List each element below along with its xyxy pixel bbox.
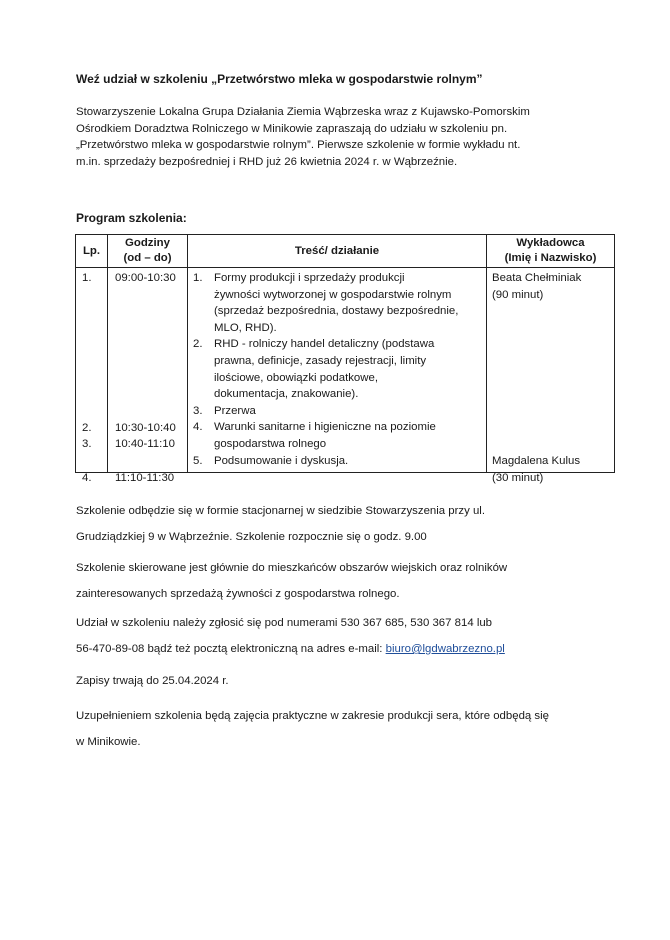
item-line: Podsumowanie i dyskusja. — [214, 454, 349, 467]
item-line: gospodarstwa rolnego — [214, 437, 327, 450]
program-heading: Program szkolenia: — [76, 211, 187, 225]
item-line: ilościowe, obowiązki podatkowe, — [214, 371, 378, 384]
header-hours-range: (od – do) — [123, 252, 172, 264]
item-line: żywności wytworzonej w gospodarstwie rolnym — [214, 288, 452, 301]
header-hours-line: Godziny — [125, 237, 170, 249]
registration-paragraph — [76, 610, 596, 662]
content-item — [193, 403, 482, 420]
item-line: prawna, definicje, zasady rejestracji, limity — [214, 354, 427, 367]
item-number: 3. — [193, 404, 203, 417]
time-range: 10:40-11:10 — [115, 438, 175, 450]
deadline-paragraph — [76, 668, 596, 694]
item-line: Warunki sanitarne i higieniczne na poziomie — [214, 421, 436, 434]
item-line: MLO, RHD). — [214, 321, 277, 334]
item-line: dokumentacja, znakowanie). — [214, 388, 359, 401]
lp-number: 2. — [82, 422, 92, 434]
location-paragraph — [76, 498, 596, 550]
content-cell — [188, 268, 487, 473]
content-item — [193, 419, 482, 452]
header-content: Treść/ działanie — [188, 235, 487, 268]
table-row — [76, 268, 615, 473]
table-header-row — [76, 235, 615, 268]
lecturer-name: Beata Chełminiak — [492, 272, 582, 284]
item-number: 2. — [193, 338, 203, 351]
intro-line: „Przetwórstwo mleka w gospodarstwie rolnym”. Pierwsze szkolenie w formie wykładu nt. — [76, 139, 521, 151]
time-range: 11:10-11:30 — [115, 472, 175, 484]
document-title: Weź udział w szkoleniu „Przetwórstwo mleka w gospodarstwie rolnym” — [76, 72, 483, 86]
header-lecturer — [487, 235, 615, 268]
header-hours — [108, 235, 188, 268]
paragraph-line: zainteresowanych sprzedażą żywności z gospodarstwa rolnego. — [76, 588, 400, 600]
lecturer-entry — [492, 270, 581, 303]
intro-line: m.in. sprzedaży bezpośredniej i RHD już 26 kwietnia 2024 r. w Wąbrzeźnie. — [76, 155, 458, 168]
hours-cell — [108, 268, 188, 484]
header-lecturer-line: Wykładowca — [516, 237, 585, 249]
lecturer-duration: (30 minut) — [492, 471, 544, 484]
paragraph-line — [76, 636, 596, 662]
lp-number: 3. — [82, 438, 92, 450]
content-item — [193, 336, 482, 402]
item-number: 4. — [193, 421, 203, 434]
item-line: Formy produkcji i sprzedaży produkcji — [214, 272, 405, 284]
email-link[interactable]: biuro@lgdwabrzezno.pl — [385, 643, 505, 655]
content-item — [193, 453, 482, 470]
practice-paragraph — [76, 703, 596, 755]
paragraph-line: Szkolenie skierowane jest głównie do mieszkańców obszarów wiejskich oraz rolników — [76, 562, 508, 574]
item-number: 1. — [193, 272, 203, 284]
time-range: 10:30-10:40 — [115, 422, 176, 434]
paragraph-line: Udział w szkoleniu należy zgłosić się pod numerami 530 367 685, 530 367 814 lub — [76, 617, 493, 629]
lecturer-name: Magdalena Kulus — [492, 455, 581, 467]
paragraph-line: Grudziądzkiej 9 w Wąbrzeźnie. Szkolenie rozpocznie się o godz. 9.00 — [76, 531, 427, 543]
intro-paragraph — [76, 104, 596, 170]
item-number: 5. — [193, 454, 203, 467]
lp-cell — [76, 268, 108, 484]
content-list — [193, 270, 482, 469]
header-lp: Lp. — [76, 235, 108, 268]
paragraph-line: Zapisy trwają do 25.04.2024 r. — [76, 675, 229, 687]
paragraph-text: 56-470-89-08 bądź też pocztą elektroniczną na adres e-mail: — [76, 643, 386, 655]
content-item — [193, 270, 482, 336]
item-line: (sprzedaż bezpośrednia, dostawy bezpośrednie, — [214, 305, 459, 318]
paragraph-line: w Minikowie. — [76, 736, 141, 748]
lp-number: 4. — [82, 472, 92, 484]
lecturer-duration: (90 minut) — [492, 288, 544, 301]
item-line: RHD - rolniczy handel detaliczny (podstawa — [214, 338, 435, 351]
intro-line: Stowarzyszenie Lokalna Grupa Działania Ziemia Wąbrzeska wraz z Kujawsko-Pomorskim — [76, 106, 530, 118]
paragraph-line: Uzupełnieniem szkolenia będą zajęcia praktyczne w zakresie produkcji sera, które odbędą się — [76, 710, 549, 722]
intro-line: Ośrodkiem Doradztwa Rolniczego w Minikowie zapraszają do udziału w szkoleniu pn. — [76, 122, 508, 135]
program-table — [75, 234, 615, 484]
lecturer-cell — [487, 268, 615, 484]
item-line: Przerwa — [214, 404, 256, 417]
time-range: 09:00-10:30 — [115, 272, 176, 284]
lecturer-entry — [492, 453, 580, 486]
audience-paragraph — [76, 555, 596, 607]
header-lecturer-sub: (Imię i Nazwisko) — [504, 252, 597, 264]
paragraph-line: Szkolenie odbędzie się w formie stacjonarnej w siedzibie Stowarzyszenia przy ul. — [76, 505, 485, 517]
lp-number: 1. — [82, 272, 92, 284]
